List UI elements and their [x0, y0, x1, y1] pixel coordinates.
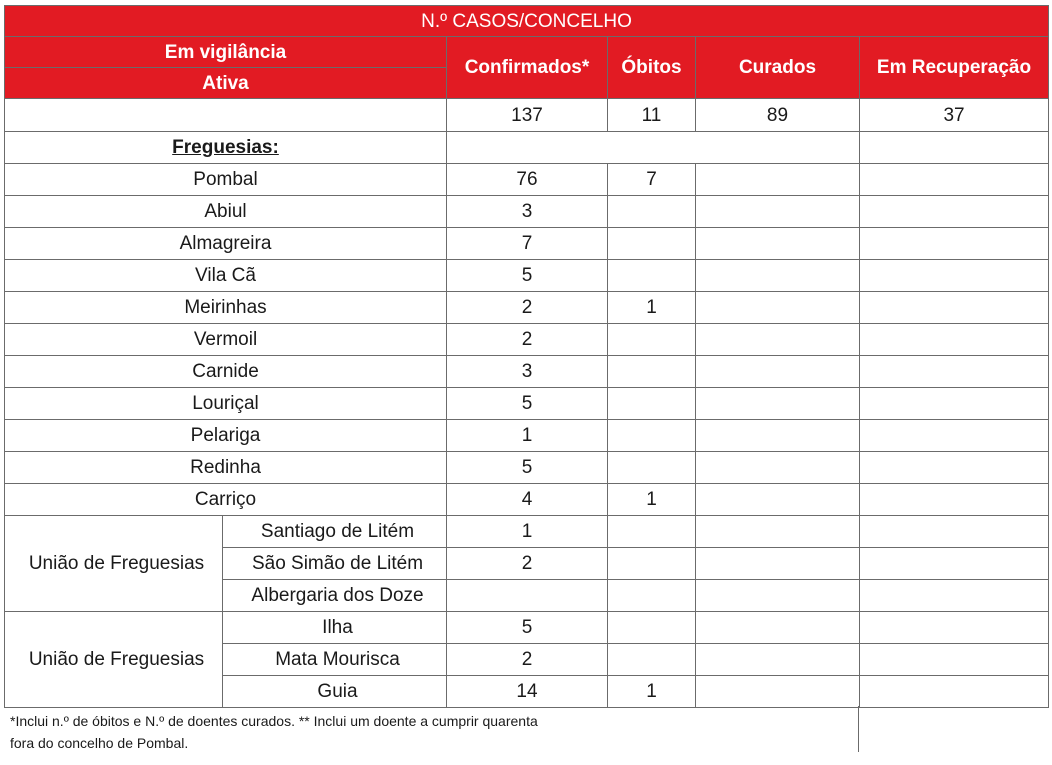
obitos-cell	[608, 452, 696, 484]
confirmados-cell: 1	[447, 420, 608, 452]
table-title: N.º CASOS/CONCELHO	[5, 6, 1049, 37]
table-row	[5, 388, 1049, 420]
totals-blank	[5, 99, 447, 132]
curados-cell	[696, 164, 860, 196]
table-row	[5, 196, 1049, 228]
table-row	[5, 260, 1049, 292]
uniao-member-name: Mata Mourisca	[223, 644, 447, 676]
recuperacao-cell	[860, 644, 1049, 676]
confirmados-cell: 5	[447, 260, 608, 292]
curados-cell	[696, 452, 860, 484]
table-title-row	[5, 6, 1049, 37]
confirmados-cell: 2	[447, 324, 608, 356]
recuperacao-cell	[860, 324, 1049, 356]
uniao-member-name: São Simão de Litém	[223, 548, 447, 580]
obitos-cell	[608, 388, 696, 420]
header-obitos: Óbitos	[608, 37, 696, 99]
confirmados-cell: 5	[447, 612, 608, 644]
confirmados-cell: 76	[447, 164, 608, 196]
obitos-cell	[608, 580, 696, 612]
recuperacao-cell	[860, 516, 1049, 548]
totals-row	[5, 99, 1049, 132]
confirmados-cell: 2	[447, 644, 608, 676]
uniao-member-name: Albergaria dos Doze	[223, 580, 447, 612]
table-row	[5, 228, 1049, 260]
obitos-cell	[608, 228, 696, 260]
obitos-cell: 1	[608, 676, 696, 708]
uniao-member-name: Guia	[223, 676, 447, 708]
recuperacao-cell	[860, 676, 1049, 708]
obitos-cell	[608, 324, 696, 356]
freguesia-name: Louriçal	[5, 388, 447, 420]
recuperacao-cell	[860, 548, 1049, 580]
curados-cell	[696, 420, 860, 452]
header-vigilancia-line2: Ativa	[5, 68, 447, 99]
curados-cell	[696, 612, 860, 644]
uniao-member-name: Santiago de Litém	[223, 516, 447, 548]
recuperacao-cell	[860, 260, 1049, 292]
cases-table	[4, 5, 1049, 708]
recuperacao-cell	[860, 196, 1049, 228]
confirmados-cell: 3	[447, 196, 608, 228]
header-row	[5, 37, 1049, 68]
curados-cell	[696, 292, 860, 324]
header-confirmados: Confirmados*	[447, 37, 608, 99]
curados-cell	[696, 324, 860, 356]
obitos-cell	[608, 644, 696, 676]
freguesias-body	[5, 164, 1049, 516]
table-row	[5, 516, 1049, 548]
table-row	[5, 324, 1049, 356]
confirmados-cell: 5	[447, 452, 608, 484]
confirmados-cell: 4	[447, 484, 608, 516]
total-confirmados: 137	[447, 99, 608, 132]
footnote-line-1: *Inclui n.º de óbitos e N.º de doentes curados. ** Inclui um doente a cumprir quarenta	[10, 713, 538, 729]
table-row	[5, 164, 1049, 196]
footnote-line-2: fora do concelho de Pombal.	[10, 735, 189, 751]
curados-cell	[696, 580, 860, 612]
obitos-cell: 1	[608, 484, 696, 516]
curados-cell	[696, 516, 860, 548]
confirmados-cell: 3	[447, 356, 608, 388]
curados-cell	[696, 484, 860, 516]
total-obitos: 11	[608, 99, 696, 132]
table-row	[5, 612, 1049, 644]
obitos-cell	[608, 516, 696, 548]
uniao-label: União de Freguesias	[5, 612, 223, 708]
header-recuperacao: Em Recuperação	[860, 37, 1049, 99]
confirmados-cell: 5	[447, 388, 608, 420]
recuperacao-cell	[860, 420, 1049, 452]
obitos-cell	[608, 420, 696, 452]
confirmados-cell: 14	[447, 676, 608, 708]
table-row	[5, 484, 1049, 516]
uniao-label: União de Freguesias	[5, 516, 223, 612]
freguesia-name: Redinha	[5, 452, 447, 484]
obitos-cell	[608, 196, 696, 228]
table-row	[5, 420, 1049, 452]
curados-cell	[696, 196, 860, 228]
uniao-member-name: Ilha	[223, 612, 447, 644]
freguesia-name: Pombal	[5, 164, 447, 196]
freguesia-name: Carriço	[5, 484, 447, 516]
curados-cell	[696, 356, 860, 388]
freguesias-label-row	[5, 132, 1049, 164]
unioes-body	[5, 516, 1049, 708]
divider-line	[858, 706, 859, 752]
recuperacao-cell	[860, 580, 1049, 612]
table-row	[5, 452, 1049, 484]
recuperacao-cell	[860, 612, 1049, 644]
obitos-cell	[608, 612, 696, 644]
blank-cell	[447, 132, 860, 164]
confirmados-cell: 2	[447, 292, 608, 324]
freguesia-name: Carnide	[5, 356, 447, 388]
recuperacao-cell	[860, 356, 1049, 388]
obitos-cell: 1	[608, 292, 696, 324]
confirmados-cell: 2	[447, 548, 608, 580]
recuperacao-cell	[860, 164, 1049, 196]
obitos-cell	[608, 356, 696, 388]
curados-cell	[696, 676, 860, 708]
curados-cell	[696, 228, 860, 260]
footnote	[10, 710, 538, 754]
recuperacao-cell	[860, 484, 1049, 516]
freguesias-label: Freguesias:	[5, 132, 447, 164]
table-row	[5, 356, 1049, 388]
freguesia-name: Abiul	[5, 196, 447, 228]
freguesia-name: Almagreira	[5, 228, 447, 260]
recuperacao-cell	[860, 292, 1049, 324]
recuperacao-cell	[860, 228, 1049, 260]
obitos-cell: 7	[608, 164, 696, 196]
freguesia-name: Vila Cã	[5, 260, 447, 292]
curados-cell	[696, 644, 860, 676]
total-curados: 89	[696, 99, 860, 132]
confirmados-cell	[447, 580, 608, 612]
blank-cell	[860, 132, 1049, 164]
freguesia-name: Meirinhas	[5, 292, 447, 324]
confirmados-cell: 1	[447, 516, 608, 548]
recuperacao-cell	[860, 388, 1049, 420]
table-row	[5, 292, 1049, 324]
header-curados: Curados	[696, 37, 860, 99]
header-vigilancia-line1: Em vigilância	[5, 37, 447, 68]
curados-cell	[696, 388, 860, 420]
obitos-cell	[608, 548, 696, 580]
confirmados-cell: 7	[447, 228, 608, 260]
curados-cell	[696, 548, 860, 580]
freguesia-name: Vermoil	[5, 324, 447, 356]
recuperacao-cell	[860, 452, 1049, 484]
total-recuperacao: 37	[860, 99, 1049, 132]
obitos-cell	[608, 260, 696, 292]
freguesia-name: Pelariga	[5, 420, 447, 452]
curados-cell	[696, 260, 860, 292]
